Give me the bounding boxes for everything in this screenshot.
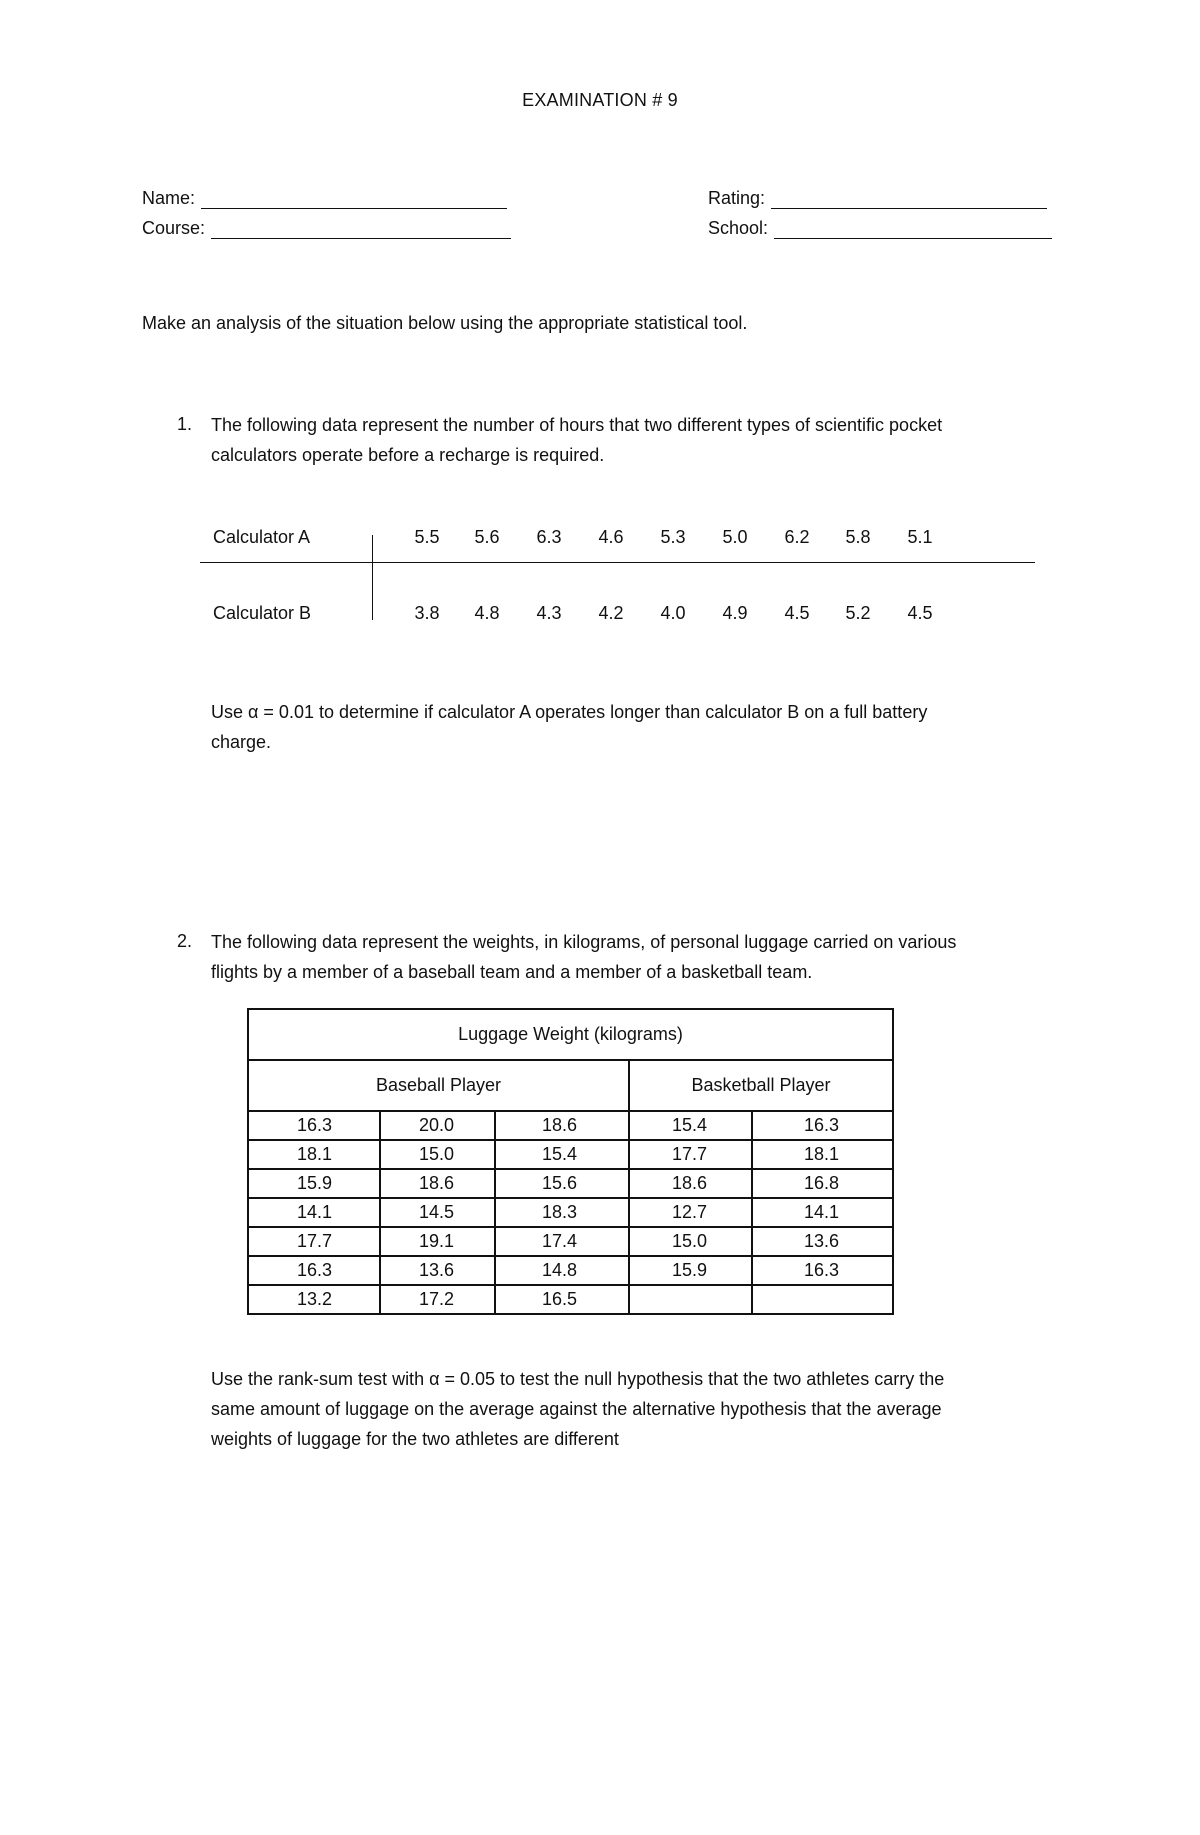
table-cell: 4.2 [598, 603, 624, 623]
table-cell: 4.0 [660, 603, 686, 623]
calculator-table [200, 520, 1035, 635]
table-cell: 6.2 [784, 527, 810, 547]
name-label: Name: [142, 188, 196, 208]
table-cell: 16.8 [752, 1169, 893, 1198]
table-cell: 14.1 [248, 1198, 380, 1227]
table-cell: 17.4 [495, 1227, 629, 1256]
table-cell [629, 1285, 752, 1314]
table-row [248, 1198, 893, 1227]
table-cell: 18.6 [629, 1169, 752, 1198]
course-label: Course: [142, 218, 206, 238]
school-label: School: [708, 218, 769, 238]
table-cell: 15.6 [495, 1169, 629, 1198]
table-cell: 15.4 [629, 1111, 752, 1140]
table-cell: 5.1 [907, 527, 933, 547]
question-2-line-1: The following data represent the weights, in kilograms, of personal luggage carried on various [211, 932, 957, 952]
table-cell: 18.3 [495, 1198, 629, 1227]
table-cell: 17.2 [380, 1285, 495, 1314]
baseball-header: Baseball Player [248, 1060, 629, 1111]
table-row [248, 1111, 893, 1140]
table-row [248, 1285, 893, 1314]
question-2-note-line-3: weights of luggage for the two athletes are different [211, 1429, 619, 1449]
question-1-number: 1. [177, 414, 193, 434]
table-cell: 18.6 [495, 1111, 629, 1140]
question-2-note-line-1: Use the rank-sum test with α = 0.05 to test the null hypothesis that the two athletes carry the [211, 1369, 945, 1389]
rating-field [708, 183, 1047, 209]
table-cell: 4.9 [722, 603, 748, 623]
table-cell: 5.5 [414, 527, 440, 547]
calculator-a-row [200, 527, 1035, 557]
table-row [248, 1227, 893, 1256]
name-field [142, 183, 507, 209]
table-cell: 5.2 [845, 603, 871, 623]
luggage-table [247, 1008, 894, 1315]
table-cell: 16.3 [248, 1256, 380, 1285]
instruction-text: Make an analysis of the situation below using the appropriate statistical tool. [142, 313, 748, 333]
table-cell: 14.1 [752, 1198, 893, 1227]
question-1-line-1: The following data represent the number of hours that two different types of scientific pocket [211, 415, 943, 435]
table-cell: 3.8 [414, 603, 440, 623]
page-title: EXAMINATION # 9 [522, 90, 678, 110]
table-cell: 15.4 [495, 1140, 629, 1169]
school-field [708, 213, 1052, 239]
table-cell: 15.9 [248, 1169, 380, 1198]
course-blank [211, 220, 511, 239]
question-2-line-2: flights by a member of a baseball team and a member of a basketball team. [211, 962, 813, 982]
table-cell: 4.5 [907, 603, 933, 623]
table-cell: 4.8 [474, 603, 500, 623]
question-1-note [211, 697, 927, 757]
question-1-note-line-1: Use α = 0.01 to determine if calculator A operates longer than calculator B on a full battery [211, 702, 928, 722]
table-cell: 18.6 [380, 1169, 495, 1198]
course-field [142, 213, 511, 239]
table-cell: 6.3 [536, 527, 562, 547]
table-cell: 19.1 [380, 1227, 495, 1256]
row-label: Calculator A [213, 527, 311, 547]
table-cell: 17.7 [629, 1140, 752, 1169]
luggage-table-title: Luggage Weight (kilograms) [248, 1009, 893, 1060]
school-blank [774, 220, 1052, 239]
question-1-text [211, 410, 942, 470]
table-cell: 5.6 [474, 527, 500, 547]
table-cell: 14.8 [495, 1256, 629, 1285]
table-cell: 13.2 [248, 1285, 380, 1314]
table-cell: 12.7 [629, 1198, 752, 1227]
table-cell: 14.5 [380, 1198, 495, 1227]
rating-blank [771, 190, 1047, 209]
table-cell: 15.0 [380, 1140, 495, 1169]
table-cell: 5.3 [660, 527, 686, 547]
table-cell: 16.5 [495, 1285, 629, 1314]
table-cell: 4.6 [598, 527, 624, 547]
table-cell: 16.3 [752, 1256, 893, 1285]
table-cell: 5.8 [845, 527, 871, 547]
table-cell: 4.3 [536, 603, 562, 623]
basketball-header: Basketball Player [629, 1060, 893, 1111]
table-cell: 5.0 [722, 527, 748, 547]
table-cell: 16.3 [752, 1111, 893, 1140]
question-2-note [211, 1364, 944, 1454]
question-1-line-2: calculators operate before a recharge is required. [211, 445, 605, 465]
table-row [248, 1256, 893, 1285]
question-1-note-line-2: charge. [211, 732, 272, 752]
table-cell: 13.6 [380, 1256, 495, 1285]
table-cell: 18.1 [248, 1140, 380, 1169]
table-cell: 17.7 [248, 1227, 380, 1256]
table-cell: 18.1 [752, 1140, 893, 1169]
table-cell: 15.0 [629, 1227, 752, 1256]
question-2-text [211, 927, 956, 987]
rating-label: Rating: [708, 188, 766, 208]
table-cell: 16.3 [248, 1111, 380, 1140]
name-blank [201, 190, 507, 209]
table-row [248, 1140, 893, 1169]
table-cell: 20.0 [380, 1111, 495, 1140]
question-2-number: 2. [177, 931, 193, 951]
calculator-b-row [200, 603, 1035, 633]
row-label: Calculator B [213, 603, 312, 623]
table-divider-horizontal [200, 562, 1035, 563]
table-cell [752, 1285, 893, 1314]
table-cell: 15.9 [629, 1256, 752, 1285]
table-cell: 13.6 [752, 1227, 893, 1256]
table-cell: 4.5 [784, 603, 810, 623]
question-2-note-line-2: same amount of luggage on the average against the alternative hypothesis that the average [211, 1399, 942, 1419]
table-row [248, 1169, 893, 1198]
